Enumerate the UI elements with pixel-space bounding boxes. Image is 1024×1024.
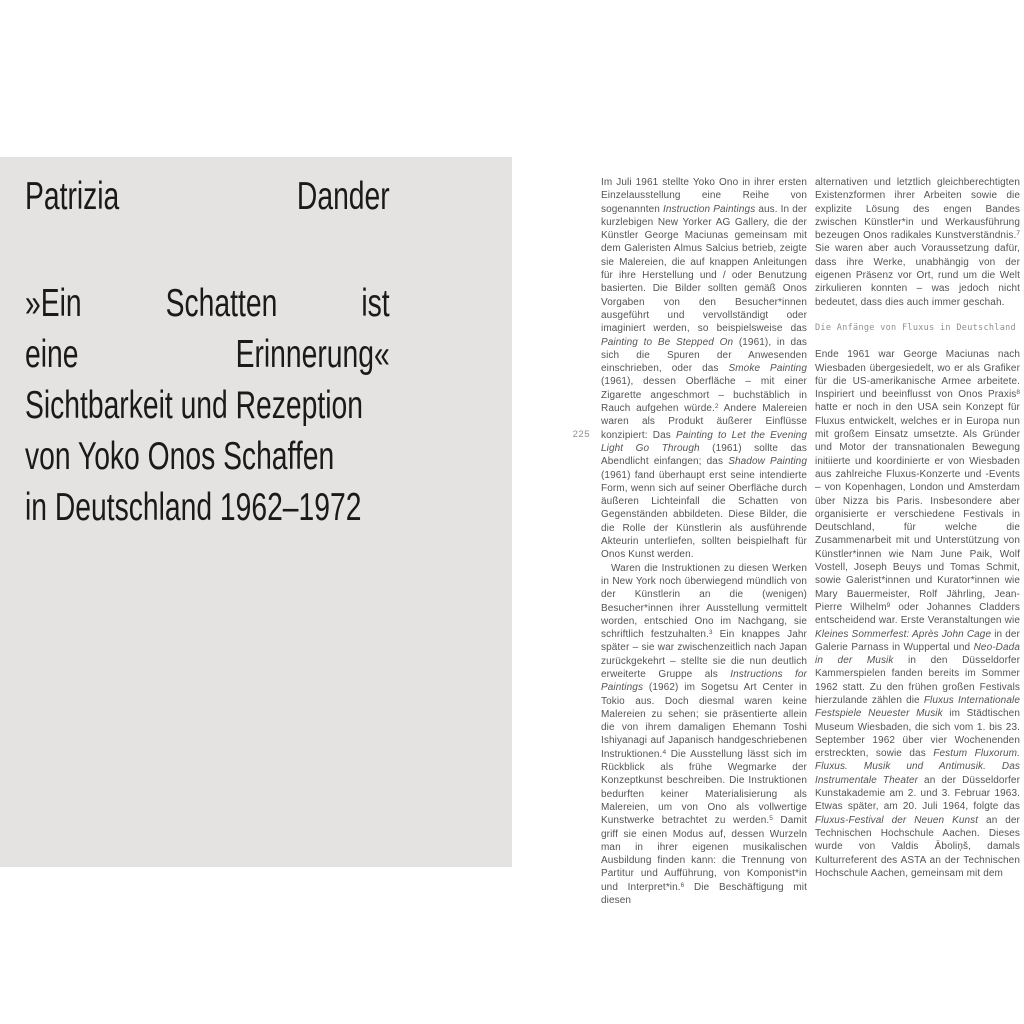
text-column-right (815, 176, 1020, 880)
author-name (25, 171, 390, 222)
body-paragraph: alternativen und letztlich gleichberechtigten Existenzformen ihrer Arbeiten sowie die explizite Lösung des engen Bandes zwischen Künstler*in und Werkausführung bezeugen Onos radikales Kunstverständnis.$^7$ Sie waren aber auch Voraussetzung dafür, dass ihre Werke, unabhängig von der eigenen Präsenz vor Ort, rund um die Welt zirkulieren konnten – was jedoch nicht bedeutet, dass dies auch immer geschah. (815, 177, 1020, 308)
title-line: von Yoko Onos Schaffen (25, 435, 335, 478)
body-paragraph: Waren die Instruktionen zu diesen Werken in New York noch überwiegend mündlich von der Künstlerin an die (wenigen) Besucher*innen ihrer Ausstellung vermittelt worden, entschied Ono im Nachgang, sie schriftlich festzuhalten.$^3$ Ein knappes Jahr später – sie war zwischenzeitlich nach Japan zurückgekehrt – stellte sie die nun deutlich erweiterte Gruppe als Instructions for Paintings (1962) im Sogetsu Art Center in Tokio aus. Doch diesmal waren keine Malereien zu sehen; sie präsentierte allein die von ihrem damaligen Ehemann Toshi Ishiyanagi auf Japanisch handgeschriebenen Instruktionen.$^4$ Die Ausstellung lässt sich im Rückblick als frühe Wegmarke der Konzeptkunst beschreiben. Die Instruktionen bedurften keiner Materialisierung als Malereien, um von Ono als vollwertige Kunstwerke betrachtet zu werden.$^5$ Damit griff sie einen Modus auf, dessen Wurzeln man in ihrer eigenen musikalischen Ausbildung finden kann: die Trennung von Partitur und Aufführung, von Komponist*in und Interpret*in.$^6$ Die Beschäftigung mit diesen (601, 562, 807, 907)
title-line: in Deutschland 1962–1972 (25, 486, 362, 529)
title-line: »Ein Schatten ist (25, 282, 390, 325)
title-line: eine Erinnerung« (25, 333, 390, 376)
body-paragraph: Im Juli 1961 stellte Yoko Ono in ihrer ersten Einzelausstellung eine Reihe von sogenannten Instruction Paintings aus. In der kurzlebigen New Yorker AG Gallery, die der Künstler George Maciunas gemeinsam mit dem Galeristen Almus Salcius betrieb, zeigte sie Malereien, die auf knappen Anleitungen für ihre Herstellung und / oder Benutzung basierten. Die Bilder sollten gemäß Onos Vorgaben von den Besucher*innen ausgeführt und vervollständigt oder imaginiert werden, so beispielsweise das Painting to Be Stepped On (1961), in das sich die Spuren der Anwesenden einschrieben, oder das Smoke Painting (1961), dessen Oberfläche – mit einer Zigarette angeschmort – buchstäblich in Rauch aufgehen würde.$^2$ Andere Malereien waren als Produkt äußerer Einflüsse konzipiert: Das Painting to Let the Evening Light Go Through (1961) sollte das Abendlicht einfangen; das Shadow Painting (1961) fand überhaupt erst seine intendierte Form, wenn sich auf seiner Oberfläche durch äußeren Lichteinfall die Schatten von Gegenständen abbildeten. Diese Bilder, die die Rolle der Künstlerin als ausführende Akteurin unterliefen, sollten beispielhaft für Onos Kunst werden. (601, 177, 808, 561)
text-column-left (601, 176, 807, 907)
title-block-wrapper (25, 171, 390, 533)
essay-title (25, 278, 390, 533)
left-page-panel (0, 157, 512, 867)
body-paragraph: Ende 1961 war George Maciunas nach Wiesbaden übergesiedelt, wo er als Grafiker für die US-amerikanische Armee arbeitete. Inspiriert und beeinflusst von Onos Praxis$^8$ hatte er noch in den USA sein Konzept für Fluxus entwickelt, welches er in Europa nun mit großem Einsatz umsetzte. Als Gründer und Motor der transnationalen Bewegung initiierte und koordinierte er von Wiesbaden aus zahlreiche Fluxus-Konzerte und -Events – von Kopenhagen, London und Amsterdam über Nizza bis Paris. Insbesondere aber organisierte er verschiedene Festivals in Deutschland, für welche die Zusammenarbeit mit und Unterstützung von Künstler*innen wie Nam June Paik, Wolf Vostell, Joseph Beuys und Tomas Schmit, sowie Galerist*innen und Kurator*innen wie Mary Bauermeister, Rolf Jährling, Jean-Pierre Wilhelm$^9$ oder Johannes Cladders entscheidend war. Erste Veranstaltungen wie Kleines Sommerfest: Après John Cage in der Galerie Parnass in Wuppertal und Neo-Dada in der Musik in den Düsseldorfer Kammerspielen fanden bereits im Sommer 1962 statt. Zu den frühen großen Festivals hierzulande zählen die Fluxus Internationale Festspiele Neuester Musik im Städtischen Museum Wiesbaden, die sich vom 1. bis 23. September 1962 über vier Wochenenden erstreckten, sowie das Festum Fluxorum. Fluxus. Musik und Antimusik. Das Instrumentale Theater an der Düsseldorfer Kunstakademie am 2. und 3. Februar 1963. Etwas später, am 20. Juli 1964, folgte das Fluxus-Festival der Neuen Kunst an der Technischen Hochschule Aachen. Dieses wurde von Valdis Āboliņš, damals Kulturreferent des ASTA an der Technischen Hochschule Aachen, gemeinsam mit dem (815, 349, 1020, 879)
author-word: Dander (296, 175, 390, 218)
title-line: Sichtbarkeit und Rezeption (25, 384, 363, 427)
section-heading: Die Anfänge von Fluxus in Deutschland (815, 322, 1016, 333)
author-word: Patrizia (25, 175, 120, 218)
page-number: 225 (572, 429, 590, 440)
